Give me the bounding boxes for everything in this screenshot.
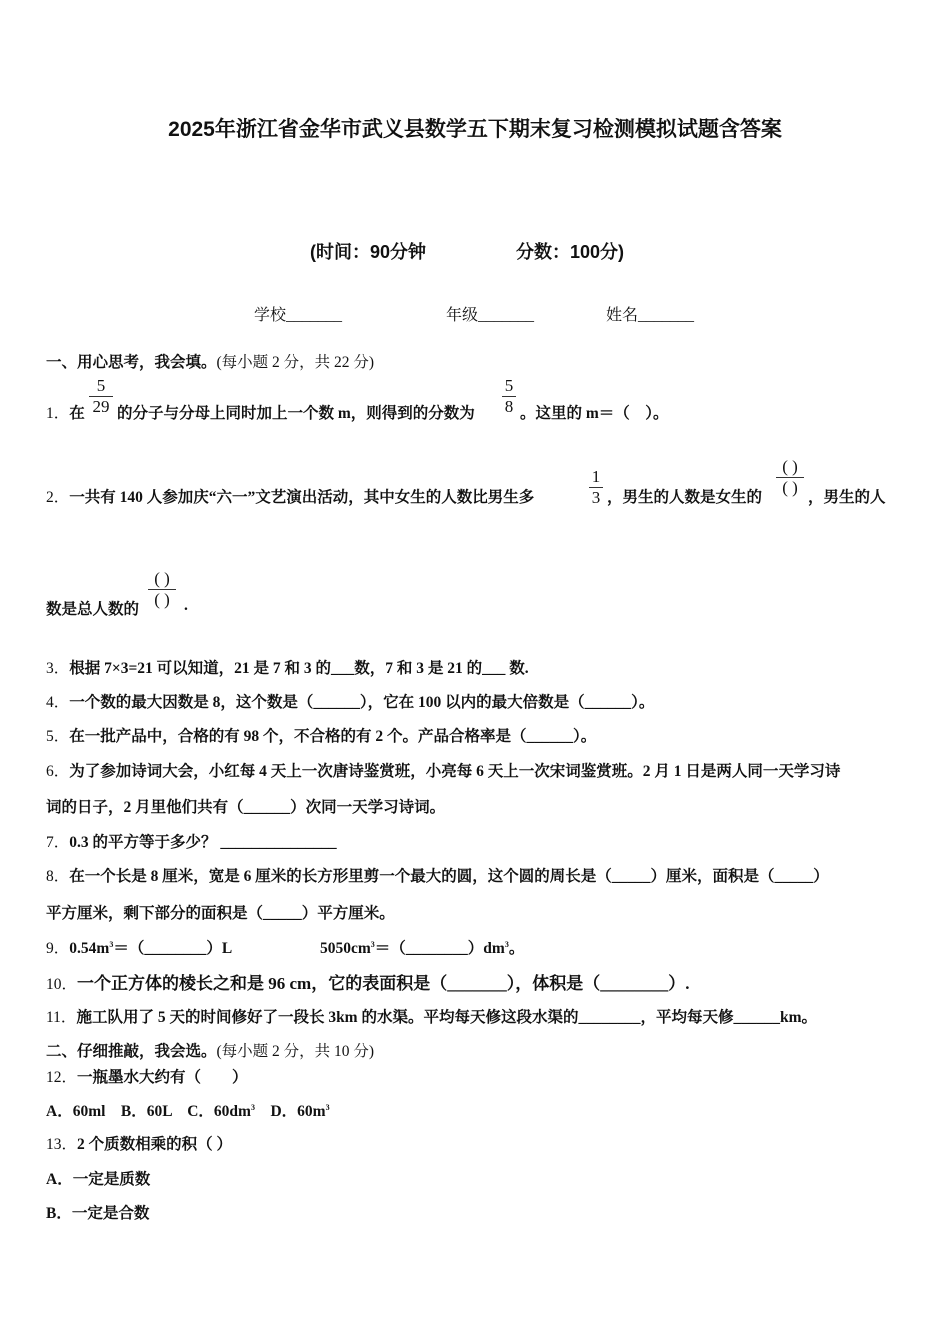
section1-heading: 一、用心思考，我会填。(每小题 2 分，共 22 分)	[46, 354, 375, 371]
question-8-line2: 平方厘米，剩下部分的面积是（_____）平方厘米。	[46, 905, 395, 922]
question-12-options: A．60ml B．60L C．$60dm^3$ D．$60m^3$	[46, 1102, 330, 1120]
question-2: 2．一共有 140 人参加庆“六一”文艺演出活动，其中女生的人数比男生多	[46, 489, 535, 506]
fraction-5-29: $\frac{5}{29}$	[89, 376, 113, 417]
question-5: 5．在一批产品中，合格的有 98 个，不合格的有 2 个。产品合格率是（______）。	[46, 728, 597, 745]
question-13-option-b: B．一定是合数	[46, 1205, 150, 1222]
question-13-option-a: A．一定是质数	[46, 1171, 151, 1188]
question-9: 9．$0.54m^3=(\_\_\_\_\_\_\_\_)L$	[46, 939, 233, 957]
question-6: 6．为了参加诗词大会，小红每 4 天上一次唐诗鉴赏班，小亮每 6 天上一次宋词鉴赏班。2 月 1 日是两人同一天学习诗	[46, 763, 841, 780]
section2-heading: 二、仔细推敲，我会选。(每小题 2 分，共 10 分)	[46, 1043, 375, 1060]
page-title: 2025年浙江省金华市武义县数学五下期末复习检测模拟试题含答案	[168, 118, 782, 141]
question-6-line2: 词的日子，2 月里他们共有（______）次同一天学习诗词。	[46, 799, 446, 816]
question-1-end: 。这里的 m＝（ ）。	[520, 405, 669, 422]
grade-field: 年级_______	[446, 307, 535, 324]
fraction-1-3: $\frac{1}{3}$	[589, 467, 603, 508]
question-10: 10．一个正方体的棱长之和是 96 cm，它的表面积是（_______），体积是（________）.	[46, 974, 690, 993]
exam-time: (时间：90分钟	[310, 242, 427, 262]
school-field: 学校_______	[254, 307, 343, 324]
question-7: 7．0.3 的平方等于多少？ _______________	[46, 834, 337, 851]
question-8: 8．在一个长是 8 厘米，宽是 6 厘米的长方形里剪一个最大的圆，这个圆的周长是（_____）厘米，面积是（_____）	[46, 868, 829, 885]
question-2-text: ，男生的人数是女生的	[607, 489, 763, 506]
fraction-blank-2: ( ) ( )	[148, 569, 176, 610]
question-11: 11．施工队用了 5 天的时间修好了一段长 3km 的水渠。平均每天修这段水渠的________，平均每天修______km。	[46, 1009, 818, 1026]
question-13: 13．2 个质数相乘的积（ ）	[46, 1136, 233, 1153]
question-2-end: ，男生的人	[808, 489, 886, 506]
question-1-text: 的分子与分母上同时加上一个数 m，则得到的分数为	[117, 405, 475, 422]
question-12: 12．一瓶墨水大约有（ ）	[46, 1069, 248, 1086]
question-2-line2: 数是总人数的	[46, 601, 140, 618]
question-3: 3．根据 7×3=21 可以知道，21 是 7 和 3 的___数，7 和 3 是 21 的___ 数.	[46, 660, 529, 677]
exam-score: 分数：100分)	[516, 242, 625, 262]
name-field: 姓名_______	[606, 307, 695, 324]
question-4: 4．一个数的最大因数是 8，这个数是（______），它在 100 以内的最大倍数是（______）。	[46, 694, 655, 711]
fraction-blank-1: ( ) ( )	[776, 457, 804, 498]
fraction-5-8: $\frac{5}{8}$	[502, 376, 516, 417]
question-1: 1．在	[46, 405, 85, 422]
question-2-period: .	[184, 597, 188, 614]
question-9-part2: $5050cm^3=(\_\_\_\_\_\_\_\_)dm^3$。	[320, 939, 525, 957]
